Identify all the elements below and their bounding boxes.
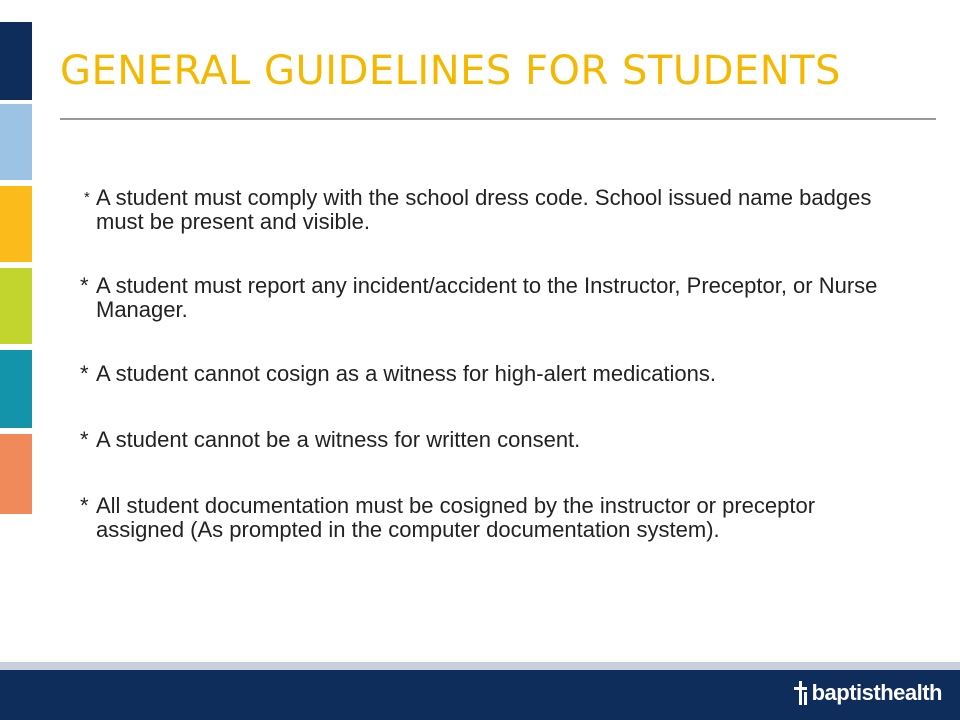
side-block-teal	[0, 350, 32, 428]
footer-bar	[0, 670, 960, 720]
side-block-gold	[0, 186, 32, 262]
bullet-text: A student cannot be a witness for written consent.	[96, 427, 581, 452]
side-block-lime	[0, 268, 32, 344]
bullet-marker: *	[80, 361, 89, 386]
footer-stripe	[0, 662, 960, 670]
side-block-orange	[0, 434, 32, 514]
bullet-cosign-medications	[80, 362, 900, 386]
bullet-marker: *	[80, 493, 89, 518]
cross-icon	[792, 680, 810, 706]
side-block-navy	[0, 22, 32, 100]
bullet-text: A student cannot cosign as a witness for high-alert medications.	[96, 361, 717, 386]
title-divider	[60, 118, 936, 120]
bullet-text: All student documentation must be cosigned by the instructor or preceptor assigned (As prompted in the computer documentation system).	[96, 493, 816, 542]
bullet-marker: *	[80, 427, 89, 452]
logo-text: baptisthealth	[811, 680, 942, 705]
bullet-dress-code	[80, 186, 900, 234]
bullet-incident-report	[80, 274, 900, 322]
bullet-written-consent	[80, 428, 900, 452]
bullet-marker: *	[80, 273, 89, 298]
bullet-marker: *	[84, 189, 90, 206]
bullet-documentation	[80, 494, 900, 542]
baptist-health-logo	[792, 680, 942, 706]
bullet-text: A student must comply with the school dress code. School issued name badges must be present and visible.	[96, 185, 872, 234]
side-block-light-blue	[0, 104, 32, 180]
slide-title: GENERAL GUIDELINES FOR STUDENTS	[60, 48, 841, 94]
bullet-text: A student must report any incident/accident to the Instructor, Preceptor, or Nurse Manager.	[96, 273, 878, 322]
bullet-list	[80, 186, 900, 542]
